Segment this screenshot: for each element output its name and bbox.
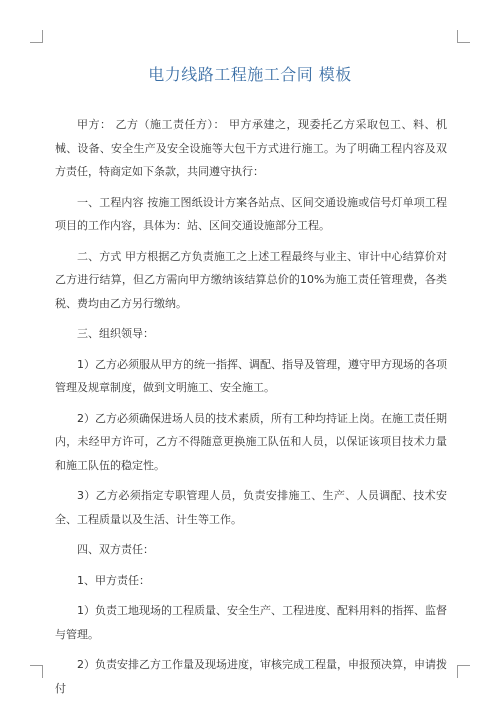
crop-mark-bottom-right: [457, 665, 470, 678]
paragraph-party-a-item-1: 1）负责工地现场的工程质量、安全生产、工程进度、配料用料的指挥、监督与管理。: [55, 604, 447, 641]
paragraph-clause-3-item-2: 2）乙方必须确保进场人员的技术素质，所有工种均持证上岗。在施工责任期内，未经甲方许可，乙方不得随意更换施工队伍和人员，以保证该项目技术力量和施工队伍的稳定性。: [55, 411, 447, 472]
paragraph-clause-3-item-1: 1）乙方必须服从甲方的统一指挥、调配、指导及管理，遵守甲方现场的各项管理及规章制度，做到文明施工、安全施工。: [55, 357, 447, 394]
document-body: [55, 113, 447, 707]
paragraph-party-a-heading: 1、甲方责任：: [77, 573, 150, 587]
paragraph-party-a-item-2: 2）负责安排乙方工作量及现场进度，审核完成工程量，申报预决算，申请拨付: [55, 658, 447, 695]
paragraph-clause-3-item-3: 3）乙方必须指定专职管理人员，负责安排施工、生产、人员调配、技术安全、工程质量以及生活、计生等工作。: [55, 489, 447, 526]
paragraph-clause-4-heading: 四、双方责任：: [77, 543, 154, 556]
document-title: 电力线路工程施工合同 模板: [148, 65, 352, 84]
paragraph-clause-3-heading: 三、组织领导：: [77, 327, 154, 340]
paragraph-intro: 甲方： 乙方（施工责任方）： 甲方承建之，现委托乙方采取包工、料、机械、设备、安全生产及安全设施等大包干方式进行施工。为了明确工程内容及双方责任，特商定如下条款，共同遵守执行：: [55, 118, 447, 178]
paragraph-clause-2-method: 二、方式 甲方根据乙方负责施工之上述工程最终与业主、审计中心结算价对乙方进行结算，但乙方需向甲方缴纳该结算总价的10%为施工责任管理费，各类税、费均由乙方另行缴纳。: [55, 249, 447, 310]
crop-mark-top-right: [457, 30, 470, 43]
crop-mark-bottom-left: [30, 665, 43, 678]
crop-mark-top-left: [30, 30, 43, 43]
paragraph-clause-1-scope: 一、工程内容 按施工图纸设计方案各站点、区间交通设施或信号灯单项工程项目的工作内容，具体为：站、区间交通设施部分工程。: [55, 195, 447, 232]
